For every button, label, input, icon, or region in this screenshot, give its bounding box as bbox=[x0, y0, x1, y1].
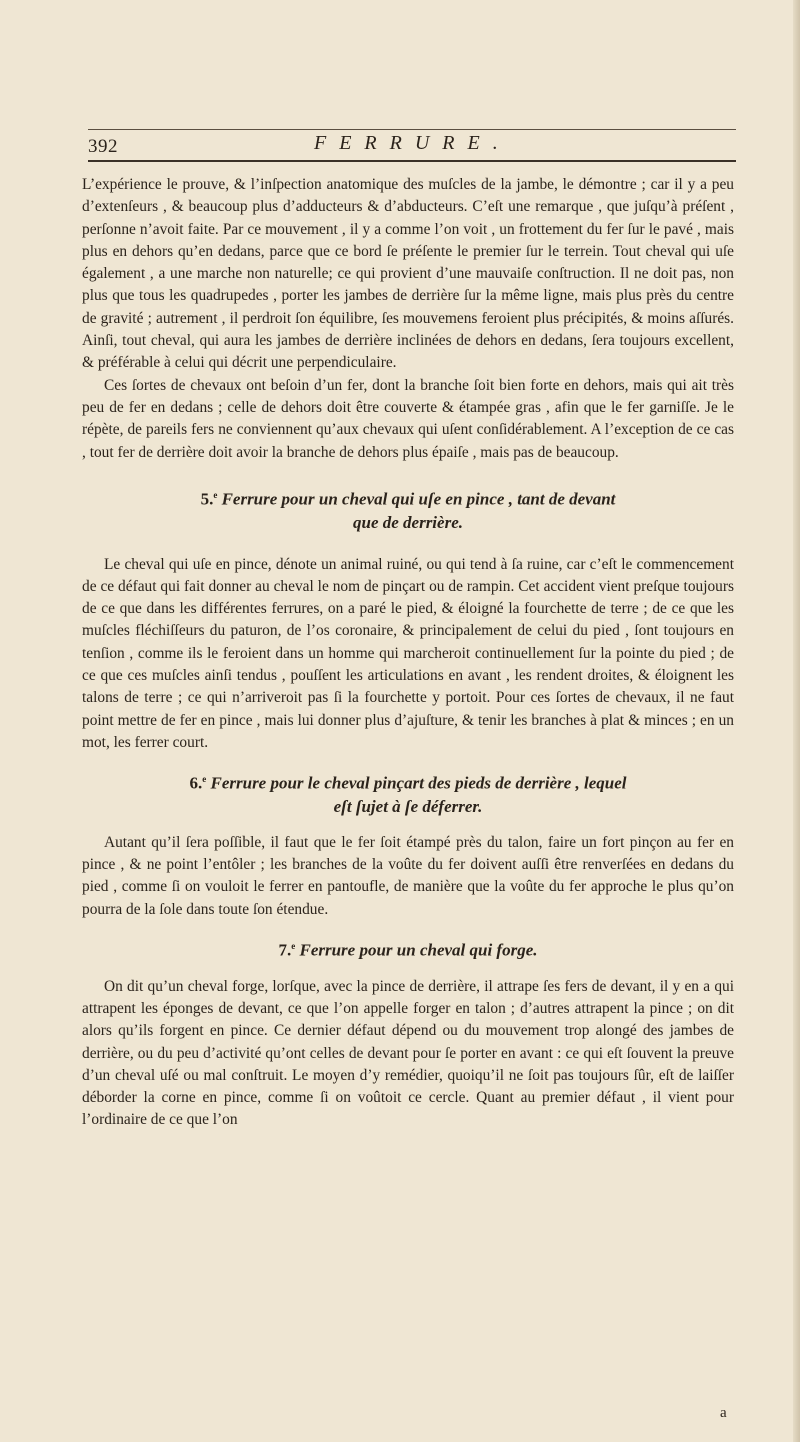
paragraph-5: On dit qu’un cheval forge, lorſque, avec la pince de derrière, il attrape ſes fers de devant, il y en a qui attrapent les éponges de devant, ce que l’on appelle forger en talon ; d’autres attrapent la pince ; on dit alors qu’ils forgent en pince. Ce dernier défaut dépend ou du mouvement trop alongé des jambes de derrière, ou du peu d’activité qu’ont celles de devant pour ſe porter en avant : ce qui eſt ſouvent la preuve d’un cheval uſé ou mal conſtruit. Le moyen d’y remédier, quoiqu’il ne ſoit pas toujours ſûr, eſt de laiſſer déborder la corne en pince, comme ſi on voûtoit ce cercle. Quant au premier défaut , il vient pour l’ordinaire de ce que l’on bbox=[82, 977, 734, 1129]
heading-5-line-2: que de derrière. bbox=[352, 512, 463, 532]
page-body bbox=[82, 174, 734, 1132]
section-heading-5 bbox=[82, 484, 734, 534]
section-heading-7 bbox=[82, 935, 734, 962]
paragraph-1: L’expérience le prouve, & l’inſpection anatomique des muſcles de la jambe, le démontre ; car il y a peu d’extenſeurs , & beaucoup plus d’adducteurs & d’abducteurs. C’eſt une remarque , que juſqu’à préſent , perſonne n’avoit faite. Par ce mouvement , il y a comme l’on voit , un frottement du fer ſur le pavé , mais plus en dehors qu’en dedans, parce que ce bord ſe préſente le premier ſur le terrein. Tout cheval qui uſe également , a une marche non naturelle; ce qui provient d’une mauvaiſe conſtruction. Il ne doit pas, non plus que tous les quadrupedes , porter les jambes de derrière ſur la même ligne, mais plus près du centre de gravité ; autrement , il perdroit ſon équilibre, ſes mouvemens feroient plus précipités, & moins aſſurés. Ainſi, tout cheval, qui aura les jambes de derrière inclinées de dehors en dedans, ſera toujours excellent, & préférable à celui qui décrit une perpendiculaire. bbox=[82, 176, 734, 372]
heading-6-line-2: eſt ſujet à ſe déferrer. bbox=[333, 796, 483, 816]
heading-6-sup: e bbox=[202, 774, 207, 785]
paragraph-2: Ces ſortes de chevaux ont beſoin d’un fer, dont la branche ſoit bien forte en dehors, mais qui ait très peu de fer en dedans ; celle de dehors doit être couverte & étampée gras , afin que le fer garniſſe. Je le répète, de pareils fers ne conviennent qu’aux chevaux qui uſent conſidérablement. A l’exception de ce cas , tout fer de derrière doit avoir la branche de dehors plus épaiſe , mais pas de beaucoup. bbox=[82, 376, 734, 461]
paragraph-4: Autant qu’il ſera poſſible, il faut que le fer ſoit étampé près du talon, faire un fort pinçon au fer en pince , & ne point l’entôler ; les branches de la voûte du fer doivent auſſi être renverſées en dedans du pied , comme ſi on vouloit le ferrer en pantoufle, de manière que la voûte du fer approche le plus qu’on pourra de la ſole dans toute ſon étendue. bbox=[82, 833, 734, 918]
header-rule-bottom bbox=[88, 160, 736, 162]
heading-7-number: 7. bbox=[278, 940, 292, 960]
heading-7-sup: e bbox=[291, 941, 296, 952]
paragraph-3: Le cheval qui uſe en pince, dénote un animal ruiné, ou qui tend à ſa ruine, car c’eſt le commencement de ce défaut qui fait donner au cheval le nom de pinçart ou de rampin. Cet accident vient preſque toujours de ce que dans les différentes ferrures, on a paré le pied, & éloigné la fourchette de terre ; de ce que les muſcles fléchiſſeurs du paturon, de l’os coronaire, & principalement de celui du pied , ſont toujours en tenſion , comme ils le feroient dans un homme qui marcheroit continuellement ſur la pointe du pied ; de ce que ces muſcles ainſi tendus , pouſſent les articulations en avant , les rendent droites, & éloignent les talons de terre ; ce qui n’arriveroit pas ſi la fourchette y portoit. Pour ces ſortes de chevaux, il ne faut point mettre de fer en pince , mais lui donner plus d’ajuſture, & tenir les branches à plat & minces ; en un mot, les ferrer court. bbox=[82, 555, 734, 751]
section-heading-6 bbox=[82, 768, 734, 818]
heading-7-line-1: Ferrure pour un cheval qui forge. bbox=[299, 940, 538, 960]
page-number: 392 bbox=[88, 136, 118, 157]
header-rule-top bbox=[88, 129, 736, 130]
heading-6-line-1: Ferrure pour le cheval pinçart des pieds de derrière , lequel bbox=[210, 773, 627, 793]
heading-5-number: 5. bbox=[200, 489, 214, 509]
heading-5-sup: e bbox=[213, 489, 218, 500]
heading-5-line-1: Ferrure pour un cheval qui uſe en pince , tant de devant bbox=[221, 489, 616, 509]
heading-6-number: 6. bbox=[189, 773, 203, 793]
running-title: FERRURE. bbox=[314, 132, 511, 154]
page-edge bbox=[793, 0, 800, 1442]
catchword: a bbox=[720, 1405, 727, 1421]
page-header bbox=[88, 124, 736, 164]
